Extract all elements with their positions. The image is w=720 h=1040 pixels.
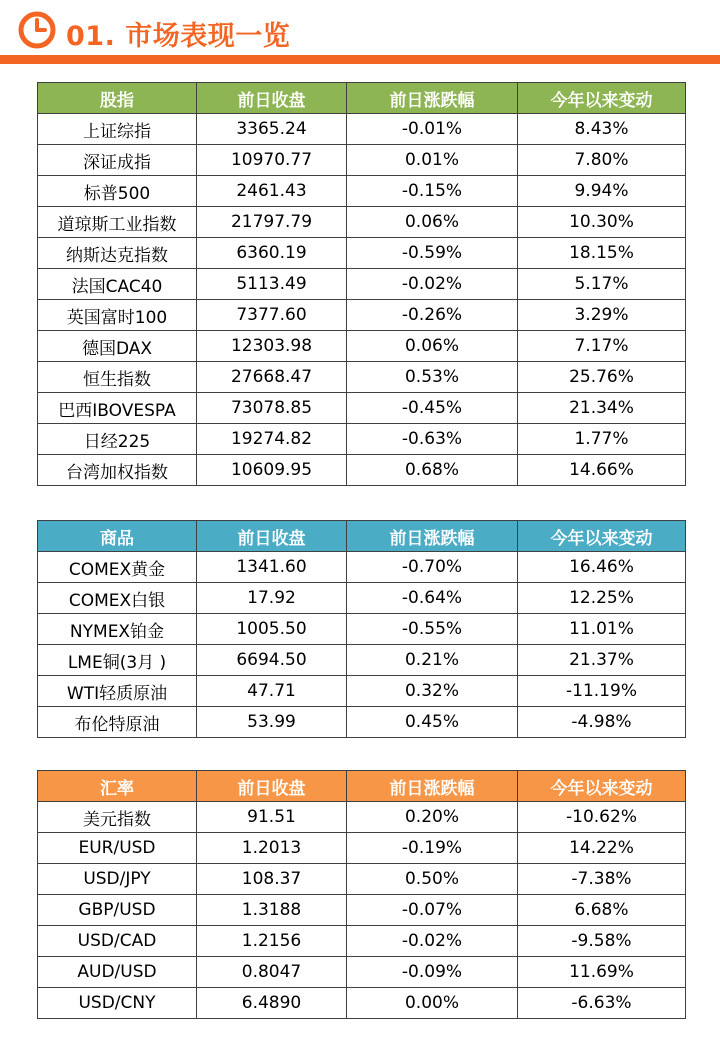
cell-ytd: 9.94% (518, 176, 686, 207)
exchange-rate-table (37, 770, 686, 1019)
table-header-row (38, 83, 686, 114)
cell-ytd: -6.63% (518, 988, 686, 1019)
table-row (38, 331, 686, 362)
column-header-change: 前日涨跌幅 (347, 83, 518, 114)
table-row (38, 707, 686, 738)
cell-name: 巴西IBOVESPA (38, 393, 197, 424)
column-header-name: 汇率 (38, 771, 197, 802)
cell-ytd: 11.01% (518, 614, 686, 645)
cell-ytd: 10.30% (518, 207, 686, 238)
cell-change: -0.02% (347, 269, 518, 300)
table-row (38, 802, 686, 833)
cell-close: 27668.47 (197, 362, 347, 393)
cell-name: 德国DAX (38, 331, 197, 362)
cell-name: 道琼斯工业指数 (38, 207, 197, 238)
cell-change: 0.20% (347, 802, 518, 833)
table-row (38, 552, 686, 583)
cell-ytd: 14.66% (518, 455, 686, 486)
cell-name: USD/JPY (38, 864, 197, 895)
cell-close: 6694.50 (197, 645, 347, 676)
cell-change: 0.01% (347, 145, 518, 176)
cell-ytd: 7.17% (518, 331, 686, 362)
cell-name: 深证成指 (38, 145, 197, 176)
cell-ytd: -4.98% (518, 707, 686, 738)
cell-name: 标普500 (38, 176, 197, 207)
cell-change: -0.45% (347, 393, 518, 424)
column-header-change: 前日涨跌幅 (347, 521, 518, 552)
cell-name: COMEX白银 (38, 583, 197, 614)
cell-change: -0.70% (347, 552, 518, 583)
table-header-row (38, 521, 686, 552)
column-header-close: 前日收盘 (197, 521, 347, 552)
cell-ytd: 6.68% (518, 895, 686, 926)
cell-name: NYMEX铂金 (38, 614, 197, 645)
cell-close: 91.51 (197, 802, 347, 833)
table-row (38, 145, 686, 176)
cell-close: 1341.60 (197, 552, 347, 583)
cell-ytd: 16.46% (518, 552, 686, 583)
cell-name: WTI轻质原油 (38, 676, 197, 707)
cell-ytd: 21.34% (518, 393, 686, 424)
cell-ytd: -11.19% (518, 676, 686, 707)
table-row (38, 895, 686, 926)
table-row (38, 926, 686, 957)
table-row (38, 645, 686, 676)
cell-change: 0.32% (347, 676, 518, 707)
cell-ytd: -7.38% (518, 864, 686, 895)
cell-change: 0.50% (347, 864, 518, 895)
cell-name: 恒生指数 (38, 362, 197, 393)
cell-change: -0.01% (347, 114, 518, 145)
cell-change: -0.19% (347, 833, 518, 864)
cell-change: -0.26% (347, 300, 518, 331)
cell-change: 0.00% (347, 988, 518, 1019)
cell-close: 17.92 (197, 583, 347, 614)
table-row (38, 176, 686, 207)
table-row (38, 864, 686, 895)
header-rule (0, 55, 720, 64)
cell-name: USD/CNY (38, 988, 197, 1019)
column-header-ytd: 今年以来变动 (518, 771, 686, 802)
cell-ytd: 14.22% (518, 833, 686, 864)
column-header-ytd: 今年以来变动 (518, 521, 686, 552)
cell-close: 7377.60 (197, 300, 347, 331)
table-row (38, 362, 686, 393)
cell-name: 美元指数 (38, 802, 197, 833)
cell-close: 1.2156 (197, 926, 347, 957)
cell-close: 73078.85 (197, 393, 347, 424)
cell-change: -0.02% (347, 926, 518, 957)
cell-ytd: 25.76% (518, 362, 686, 393)
cell-ytd: 3.29% (518, 300, 686, 331)
cell-name: COMEX黄金 (38, 552, 197, 583)
cell-close: 47.71 (197, 676, 347, 707)
table-row (38, 988, 686, 1019)
cell-name: 日经225 (38, 424, 197, 455)
cell-name: EUR/USD (38, 833, 197, 864)
cell-close: 0.8047 (197, 957, 347, 988)
cell-ytd: 11.69% (518, 957, 686, 988)
cell-ytd: 12.25% (518, 583, 686, 614)
cell-ytd: 21.37% (518, 645, 686, 676)
stock-index-table (37, 82, 686, 486)
table-row (38, 114, 686, 145)
table-row (38, 614, 686, 645)
cell-change: -0.55% (347, 614, 518, 645)
cell-name: GBP/USD (38, 895, 197, 926)
cell-close: 108.37 (197, 864, 347, 895)
cell-close: 53.99 (197, 707, 347, 738)
cell-change: -0.07% (347, 895, 518, 926)
table-header-row (38, 771, 686, 802)
table-row (38, 207, 686, 238)
cell-close: 1.2013 (197, 833, 347, 864)
cell-close: 3365.24 (197, 114, 347, 145)
cell-change: -0.15% (347, 176, 518, 207)
cell-change: -0.63% (347, 424, 518, 455)
cell-close: 10970.77 (197, 145, 347, 176)
cell-close: 2461.43 (197, 176, 347, 207)
cell-ytd: -9.58% (518, 926, 686, 957)
cell-ytd: 18.15% (518, 238, 686, 269)
cell-name: AUD/USD (38, 957, 197, 988)
table-row (38, 583, 686, 614)
column-header-ytd: 今年以来变动 (518, 83, 686, 114)
cell-close: 21797.79 (197, 207, 347, 238)
table-row (38, 238, 686, 269)
table-row (38, 833, 686, 864)
cell-ytd: 1.77% (518, 424, 686, 455)
table-row (38, 300, 686, 331)
cell-change: -0.59% (347, 238, 518, 269)
column-header-close: 前日收盘 (197, 771, 347, 802)
table-row (38, 424, 686, 455)
clock-icon (17, 10, 57, 50)
page-header (0, 0, 720, 64)
cell-ytd: 8.43% (518, 114, 686, 145)
cell-change: -0.09% (347, 957, 518, 988)
cell-close: 10609.95 (197, 455, 347, 486)
cell-change: 0.53% (347, 362, 518, 393)
table-row (38, 957, 686, 988)
table-row (38, 269, 686, 300)
cell-name: 上证综指 (38, 114, 197, 145)
cell-close: 1.3188 (197, 895, 347, 926)
cell-change: 0.21% (347, 645, 518, 676)
table-row (38, 676, 686, 707)
cell-name: 布伦特原油 (38, 707, 197, 738)
cell-change: 0.06% (347, 207, 518, 238)
cell-ytd: 7.80% (518, 145, 686, 176)
column-header-close: 前日收盘 (197, 83, 347, 114)
cell-name: 台湾加权指数 (38, 455, 197, 486)
cell-close: 19274.82 (197, 424, 347, 455)
cell-name: 英国富时100 (38, 300, 197, 331)
cell-change: -0.64% (347, 583, 518, 614)
column-header-name: 商品 (38, 521, 197, 552)
cell-name: LME铜(3月 ) (38, 645, 197, 676)
cell-close: 12303.98 (197, 331, 347, 362)
cell-ytd: 5.17% (518, 269, 686, 300)
page-title: 01. 市场表现一览 (66, 21, 291, 52)
commodity-table (37, 520, 686, 738)
table-row (38, 393, 686, 424)
cell-close: 5113.49 (197, 269, 347, 300)
cell-change: 0.45% (347, 707, 518, 738)
cell-name: USD/CAD (38, 926, 197, 957)
column-header-name: 股指 (38, 83, 197, 114)
cell-change: 0.68% (347, 455, 518, 486)
column-header-change: 前日涨跌幅 (347, 771, 518, 802)
cell-close: 6360.19 (197, 238, 347, 269)
cell-ytd: -10.62% (518, 802, 686, 833)
cell-close: 1005.50 (197, 614, 347, 645)
cell-close: 6.4890 (197, 988, 347, 1019)
table-row (38, 455, 686, 486)
cell-change: 0.06% (347, 331, 518, 362)
cell-name: 纳斯达克指数 (38, 238, 197, 269)
cell-name: 法国CAC40 (38, 269, 197, 300)
